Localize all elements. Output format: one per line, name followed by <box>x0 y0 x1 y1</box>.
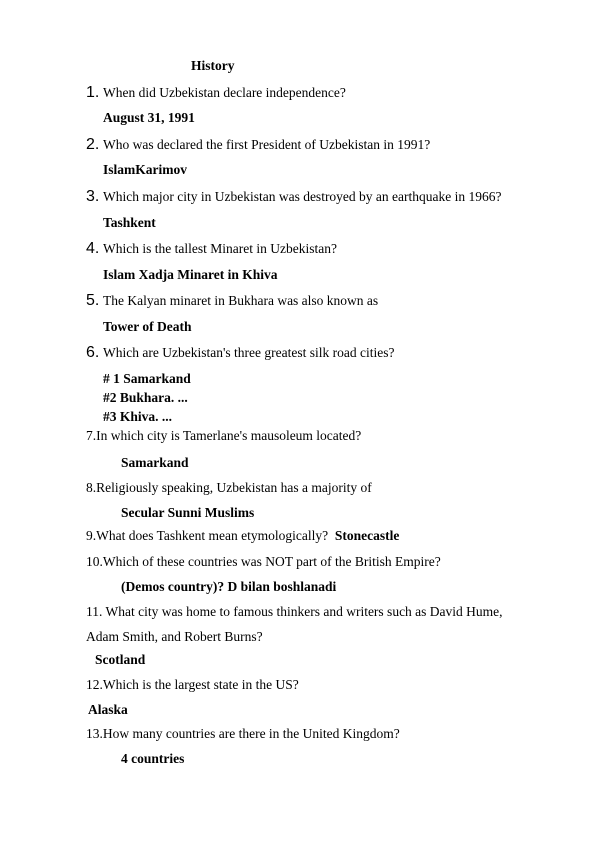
question-text: Who was declared the first President of Uzbekistan in 1991? <box>103 137 431 152</box>
question-12: 12.Which is the largest state in the US? <box>86 677 299 692</box>
question-text: 9.What does Tashkent mean etymologically? <box>86 528 329 543</box>
question-text: Which are Uzbekistan's three greatest silk road cities? <box>103 345 395 360</box>
question-2 <box>86 136 430 154</box>
question-9 <box>86 528 399 544</box>
question-number: 1. <box>86 84 100 101</box>
question-text: Which is the tallest Minaret in Uzbekistan? <box>103 241 337 256</box>
question-number: 6. <box>86 344 100 361</box>
answer-11: Scotland <box>95 652 146 667</box>
question-1 <box>86 84 346 102</box>
answer-2: IslamKarimov <box>103 162 187 177</box>
answer-6-line-3: #3 Khiva. ... <box>103 409 173 424</box>
answer-5: Tower of Death <box>103 319 192 334</box>
question-6 <box>86 344 394 362</box>
question-text: The Kalyan minaret in Bukhara was also known as <box>103 293 379 308</box>
answer-4: Islam Xadja Minaret in Khiva <box>103 267 278 282</box>
question-11-line-2: Adam Smith, and Robert Burns? <box>86 629 263 644</box>
question-10: 10.Which of these countries was NOT part of the British Empire? <box>86 554 441 569</box>
page-title: History <box>191 58 235 73</box>
answer-13: 4 countries <box>121 751 185 766</box>
question-11-line-1: 11. What city was home to famous thinkers and writers such as David Hume, <box>86 604 503 619</box>
question-4 <box>86 240 337 258</box>
question-number: 3. <box>86 188 100 205</box>
answer-7: Samarkand <box>121 455 189 470</box>
answer-1: August 31, 1991 <box>103 110 195 125</box>
answer-12: Alaska <box>88 702 128 717</box>
question-number: 2. <box>86 136 100 153</box>
answer-8: Secular Sunni Muslims <box>121 505 255 520</box>
question-text: When did Uzbekistan declare independence? <box>103 85 346 100</box>
question-text: Which major city in Uzbekistan was destroyed by an earthquake in 1966? <box>103 189 502 204</box>
answer-6-line-1: # 1 Samarkand <box>103 371 191 386</box>
question-7: 7.In which city is Tamerlane's mausoleum located? <box>86 428 362 443</box>
question-number: 5. <box>86 292 100 309</box>
question-5 <box>86 292 378 310</box>
question-13: 13.How many countries are there in the United Kingdom? <box>86 726 400 741</box>
answer-9: Stonecastle <box>334 528 400 543</box>
answer-3: Tashkent <box>103 215 156 230</box>
answer-10: (Demos country)? D bilan boshlanadi <box>121 579 337 594</box>
answer-6-line-2: #2 Bukhara. ... <box>103 390 188 405</box>
question-8: 8.Religiously speaking, Uzbekistan has a majority of <box>86 480 372 495</box>
question-number: 4. <box>86 240 100 257</box>
question-3 <box>86 188 502 206</box>
